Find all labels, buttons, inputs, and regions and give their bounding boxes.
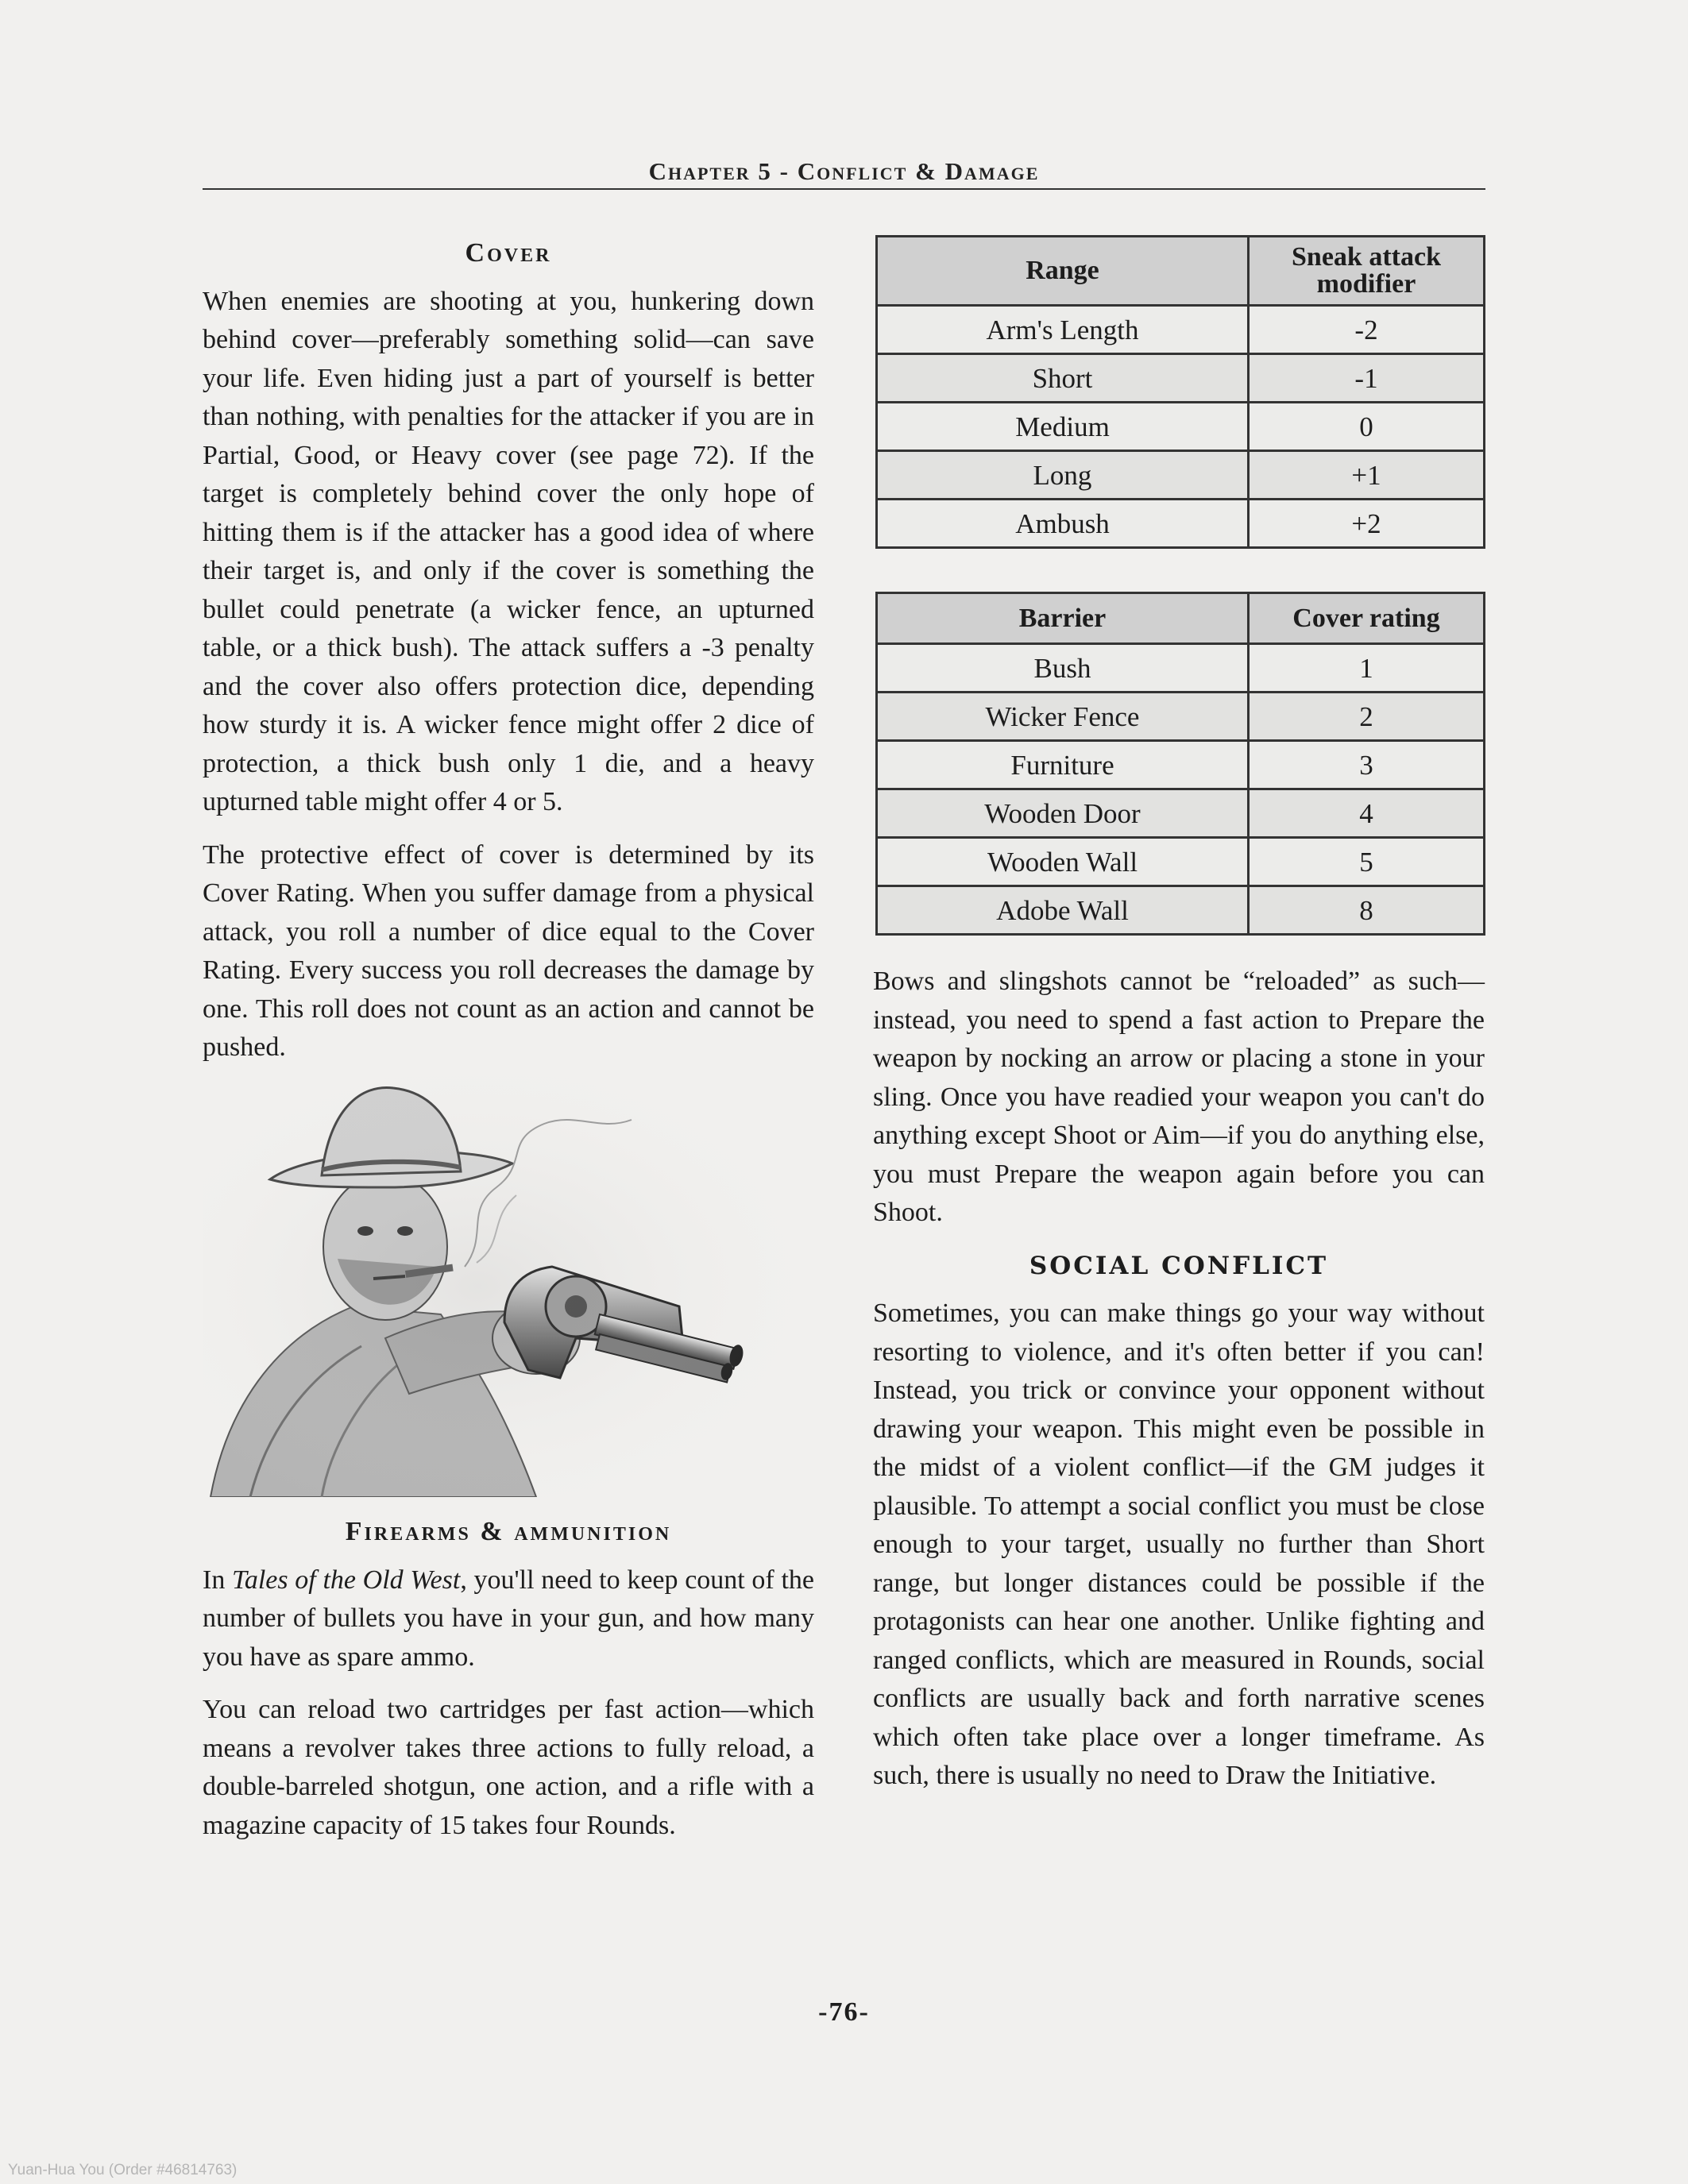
table-row bbox=[877, 306, 1485, 354]
firearms-paragraph-2: You can reload two cartridges per fast action—which means a revolver takes three actions to fully reload, a double-barreled shotgun, one action, and a rifle with a magazine capacity of 15 takes four Rounds. bbox=[203, 1695, 814, 1840]
firearms-paragraph-1 bbox=[203, 1561, 814, 1677]
rating-cell: 5 bbox=[1249, 838, 1485, 886]
rating-cell: 1 bbox=[1249, 644, 1485, 693]
social-conflict-paragraph: Sometimes, you can make things go your way without resorting to violence, and it's often better if you can! Instead, you trick or convince your opponent without drawing your weapon. This might even be possible in the midst of a violent conflict—if the GM judges it plausible. To attempt a social conflict you must be close enough to your target, usually no further than Short range, but longer distances could be possible if the protagonists can hear one another. Unlike fighting and ranged conflicts, which are measured in Rounds, social conflicts are usually back and forth narrative scenes which often take place over a longer timeframe. As such, there is usually no need to Draw the Initiative. bbox=[873, 1298, 1485, 1790]
modifier-cell: 0 bbox=[1249, 403, 1485, 451]
column-header-sneak-modifier: Sneak attack modifier bbox=[1249, 237, 1485, 306]
firearms-heading: Firearms & ammunition bbox=[345, 1517, 672, 1546]
table-header-row bbox=[877, 237, 1485, 306]
rating-cell: 8 bbox=[1249, 886, 1485, 935]
column-header-barrier: Barrier bbox=[877, 593, 1249, 644]
right-column bbox=[873, 963, 1485, 1810]
barrier-cell: Wooden Wall bbox=[877, 838, 1249, 886]
barrier-cell: Bush bbox=[877, 644, 1249, 693]
table-header-row bbox=[877, 593, 1485, 644]
range-table bbox=[875, 235, 1485, 549]
cover-heading: Cover bbox=[465, 238, 552, 268]
table-row bbox=[877, 886, 1485, 935]
range-cell: Medium bbox=[877, 403, 1249, 451]
rating-cell: 3 bbox=[1249, 741, 1485, 789]
column-header-cover-rating: Cover rating bbox=[1249, 593, 1485, 644]
column-header-range: Range bbox=[877, 237, 1249, 306]
header-rule bbox=[203, 188, 1485, 190]
barrier-cell: Furniture bbox=[877, 741, 1249, 789]
firearms-p1-prefix: In bbox=[203, 1565, 233, 1595]
barrier-cell: Adobe Wall bbox=[877, 886, 1249, 935]
modifier-cell: -1 bbox=[1249, 354, 1485, 403]
modifier-cell: +2 bbox=[1249, 500, 1485, 548]
gunslinger-illustration bbox=[203, 1076, 814, 1497]
left-column-lower bbox=[203, 1513, 814, 1859]
range-cell: Long bbox=[877, 451, 1249, 500]
table-row bbox=[877, 838, 1485, 886]
cover-paragraph-1: When enemies are shooting at you, hunkering down behind cover—preferably something solid—can save your life. Even hiding just a part of yourself is better than nothing, with penalties for the attacker if you are in Partial, Good, or Heavy cover (see page 72). If the target is completely behind cover the only hope of hitting them is if the attacker has a good idea of where their target is, and only if the cover is something the bullet could penetrate (a wicker fence, an upturned table, or a thick bush). The attack suffers a -3 penalty and the cover also offers protection dice, depending how sturdy it is. A wicker fence might offer 2 dice of protection, a thick bush only 1 die, and a heavy upturned table might offer 4 or 5. bbox=[203, 286, 814, 816]
range-cell: Arm's Length bbox=[877, 306, 1249, 354]
table-row bbox=[877, 451, 1485, 500]
running-head: Chapter 5 - Conflict & Damage bbox=[648, 157, 1040, 185]
table-row bbox=[877, 644, 1485, 693]
table-row bbox=[877, 741, 1485, 789]
page-number: -76- bbox=[818, 1997, 870, 2027]
table-row bbox=[877, 789, 1485, 838]
cover-paragraph-2: The protective effect of cover is determined by its Cover Rating. When you suffer damage from a physical attack, you roll a number of dice equal to the Cover Rating. Every success you roll decreases the damage by one. This roll does not count as an action and cannot be pushed. bbox=[203, 839, 814, 1062]
barrier-cell: Wooden Door bbox=[877, 789, 1249, 838]
range-cell: Ambush bbox=[877, 500, 1249, 548]
modifier-cell: -2 bbox=[1249, 306, 1485, 354]
firearms-p1-suffix: , you'll need to keep count of the number of bullets you have in your gun, and how many you have as spare ammo. bbox=[203, 1565, 814, 1672]
order-watermark: Yuan-Hua You (Order #46814763) bbox=[8, 2162, 238, 2178]
barrier-cell: Wicker Fence bbox=[877, 693, 1249, 741]
range-cell: Short bbox=[877, 354, 1249, 403]
rating-cell: 2 bbox=[1249, 693, 1485, 741]
table-row bbox=[877, 354, 1485, 403]
table-row bbox=[877, 403, 1485, 451]
social-conflict-heading: SOCIAL CONFLICT bbox=[1029, 1251, 1329, 1280]
book-title: Tales of the Old West bbox=[232, 1565, 461, 1595]
table-row bbox=[877, 500, 1485, 548]
left-column bbox=[203, 234, 814, 1082]
table-row bbox=[877, 693, 1485, 741]
rating-cell: 4 bbox=[1249, 789, 1485, 838]
bows-paragraph: Bows and slingshots cannot be “reloaded” as such—instead, you need to spend a fast action to Prepare the weapon by nocking an arrow or placing a stone in your sling. Once you have readied your weapon you can't do anything except Shoot or Aim—if you do anything else, you must Prepare the weapon again before you can Shoot. bbox=[873, 967, 1485, 1227]
modifier-cell: +1 bbox=[1249, 451, 1485, 500]
barrier-table bbox=[875, 592, 1485, 936]
